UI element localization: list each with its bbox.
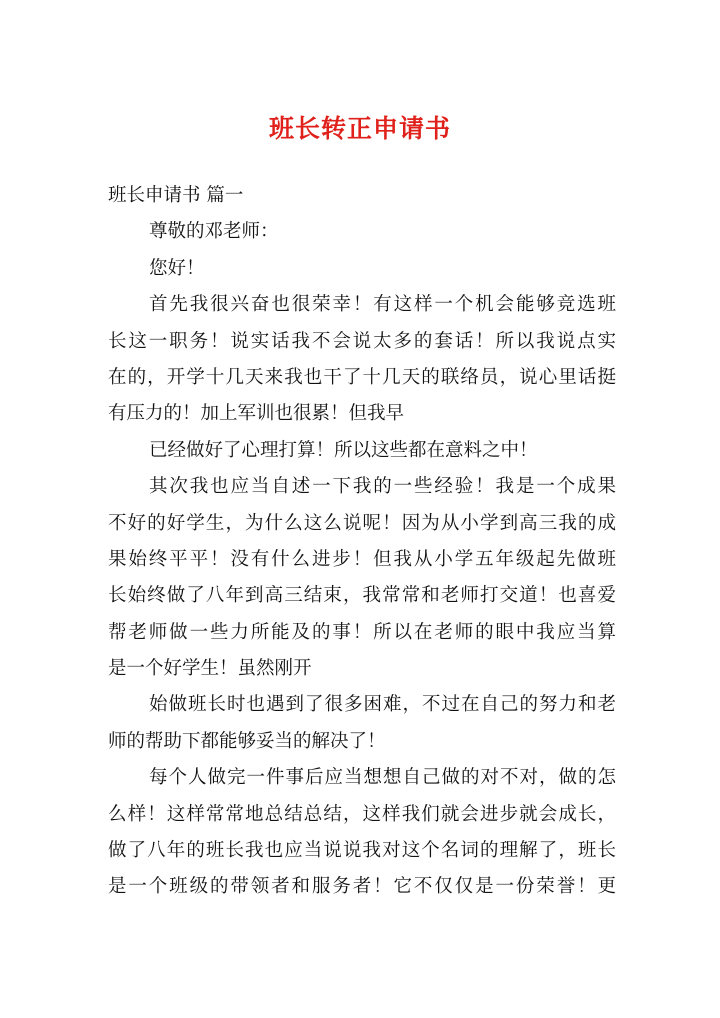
- text-line: 在的，开学十几天来我也干了十几天的联络员，说心里话挺: [108, 366, 616, 388]
- text-line: 是一个好学生！虽然刚开: [108, 658, 312, 680]
- text-line: 始做班长时也遇到了很多困难，不过在自己的努力和老: [149, 694, 616, 716]
- text-line: 有压力的！加上军训也很累！但我早: [108, 403, 405, 425]
- text-line: 果始终平平！没有什么进步！但我从小学五年级起先做班: [108, 548, 616, 570]
- text-line: 每个人做完一件事后应当想想自己做的对不对，做的怎: [149, 767, 616, 789]
- text-line: 师的帮助下都能够妥当的解决了！: [108, 730, 386, 752]
- text-line: 是一个班级的带领者和服务者！它不仅仅是一份荣誉！更: [108, 876, 616, 898]
- text-line: 长这一职务！说实话我不会说太多的套话！所以我说点实: [108, 330, 616, 352]
- text-line: 么样！这样常常地总结总结，这样我们就会进步就会成长，: [108, 803, 616, 825]
- text-line: 帮老师做一些力所能及的事！所以在老师的眼中我应当算: [108, 621, 616, 643]
- text-line: 班长申请书 篇一: [108, 185, 244, 206]
- text-line: 不好的好学生，为什么这么说呢！因为从小学到高三我的成: [108, 512, 616, 534]
- text-line: 已经做好了心理打算！所以这些都在意料之中！: [149, 439, 538, 461]
- text-line: 首先我很兴奋也很荣幸！有这样一个机会能够竞选班: [149, 294, 616, 316]
- text-line: 做了八年的班长我也应当说说我对这个名词的理解了，班长: [108, 840, 616, 862]
- text-line: 您好！: [149, 257, 205, 279]
- document-title: 班长转正申请书: [268, 114, 451, 143]
- text-line: 其次我也应当自述一下我的一些经验！我是一个成果: [149, 476, 616, 498]
- document-body: [108, 178, 616, 906]
- text-line: 长始终做了八年到高三结束，我常常和老师打交道！也喜爱: [108, 585, 616, 607]
- text-line: 尊敬的邓老师：: [149, 221, 279, 243]
